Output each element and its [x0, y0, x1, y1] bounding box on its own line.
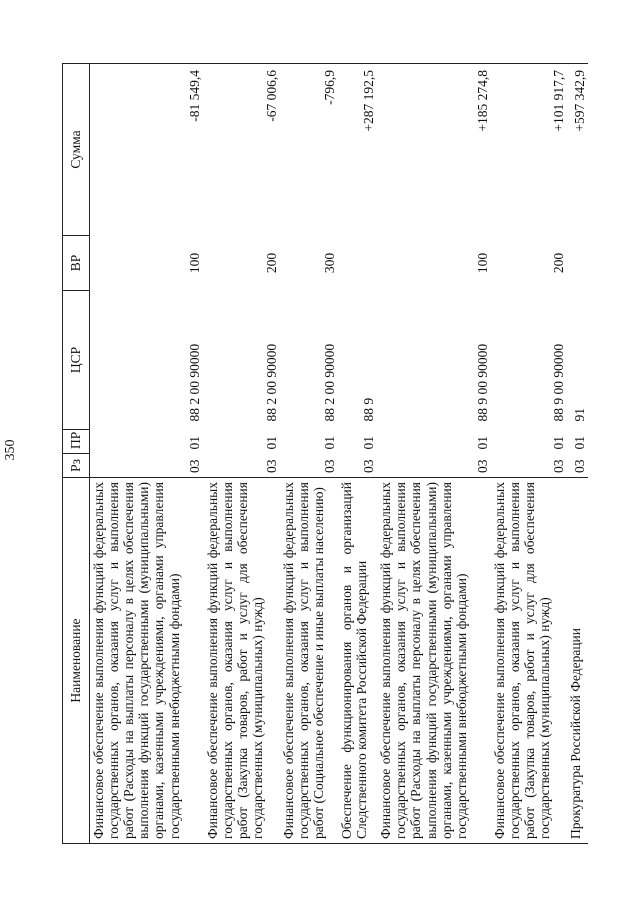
row-csr: 88 9 00 90000 — [474, 343, 490, 422]
row-vr — [338, 236, 377, 291]
row-sum: -81 549,4 — [90, 64, 204, 236]
row-csr: 88 9 — [361, 397, 377, 422]
row-rz: 03 — [263, 459, 279, 473]
table-row — [377, 64, 490, 844]
row-rz: 03 — [321, 459, 337, 473]
row-vr: 100 — [474, 252, 490, 274]
budget-table-rotated — [62, 64, 588, 844]
row-csr: 88 2 00 90000 — [187, 343, 203, 422]
row-csr: 88 9 00 90000 — [550, 343, 566, 422]
page-number: 350 — [3, 439, 18, 461]
row-vr — [567, 236, 588, 291]
table-row — [280, 64, 338, 844]
row-vr: 300 — [321, 252, 337, 274]
row-rz: 03 — [474, 459, 490, 473]
row-sum: +185 274,8 — [377, 64, 490, 236]
row-csr: 88 2 00 90000 — [263, 343, 279, 422]
row-vr: 100 — [187, 252, 203, 274]
row-rz: 03 — [187, 459, 203, 473]
row-pr: 01 — [474, 436, 490, 450]
row-name: Финансовое обеспечение выполнения функций федеральных государственных органов, оказания услуг и выполнения работ (Расходы на выплаты персоналу в целях обеспечения выполнения функций государственными (муниципальными) органами, казенными учреждениями, органами управления государственными внебюджетными фондами) — [377, 478, 490, 844]
row-name: Финансовое обеспечение выполнения функций федеральных государственных органов, оказания услуг и выполнения работ (Закупка товаров, работ и услуг для обеспечения государственных (муниципальных) нужд) — [491, 478, 567, 844]
row-sum: +287 192,5 — [338, 64, 377, 236]
row-sum: -796,9 — [280, 64, 338, 236]
header-vr: ВР — [63, 236, 90, 291]
row-pr: 01 — [263, 436, 279, 450]
header-pr: ПР — [63, 430, 90, 454]
table-row — [491, 64, 567, 844]
row-name: Финансовое обеспечение выполнения функций федеральных государственных органов, оказания услуг и выполнения работ (Расходы на выплаты персоналу в целях обеспечения выполнения функций государственными (муниципальными) органами, казенными учреждениями, органами управления государственными внебюджетными фондами) — [90, 478, 204, 844]
table-row — [567, 64, 588, 844]
budget-table — [62, 63, 588, 844]
row-pr: 01 — [571, 436, 587, 450]
row-vr: 200 — [550, 252, 566, 274]
table-row — [204, 64, 280, 844]
row-name: Прокуратура Российской Федерации — [567, 478, 588, 844]
row-rz: 03 — [550, 459, 566, 473]
row-pr: 01 — [550, 436, 566, 450]
row-pr: 01 — [187, 436, 203, 450]
row-sum: +597 342,9 — [567, 64, 588, 236]
row-name: Финансовое обеспечение выполнения функций федеральных государственных органов, оказания услуг и выполнения работ (Социальное обеспечение и иные выплаты населению) — [280, 478, 338, 844]
row-name: Обеспечение функционирования органов и организаций Следственного комитета Российской Федерации — [338, 478, 377, 844]
table-row — [338, 64, 377, 844]
row-vr: 200 — [263, 252, 279, 274]
header-sum: Сумма — [63, 64, 90, 236]
row-pr: 01 — [361, 436, 377, 450]
row-csr: 88 2 00 90000 — [321, 343, 337, 422]
header-rz: Рз — [63, 454, 90, 478]
row-sum: +101 917,7 — [491, 64, 567, 236]
row-rz: 03 — [571, 459, 587, 473]
row-rz: 03 — [361, 459, 377, 473]
table-row — [90, 64, 204, 844]
row-pr: 01 — [321, 436, 337, 450]
header-name: Наименование — [63, 478, 90, 844]
row-name: Финансовое обеспечение выполнения функций федеральных государственных органов, оказания услуг и выполнения работ (Закупка товаров, работ и услуг для обеспечения государственных (муниципальных) нужд) — [204, 478, 280, 844]
row-csr: 91 — [571, 408, 587, 422]
table-header-row — [63, 64, 90, 844]
header-csr: ЦСР — [63, 291, 90, 430]
row-sum: -67 006,6 — [204, 64, 280, 236]
